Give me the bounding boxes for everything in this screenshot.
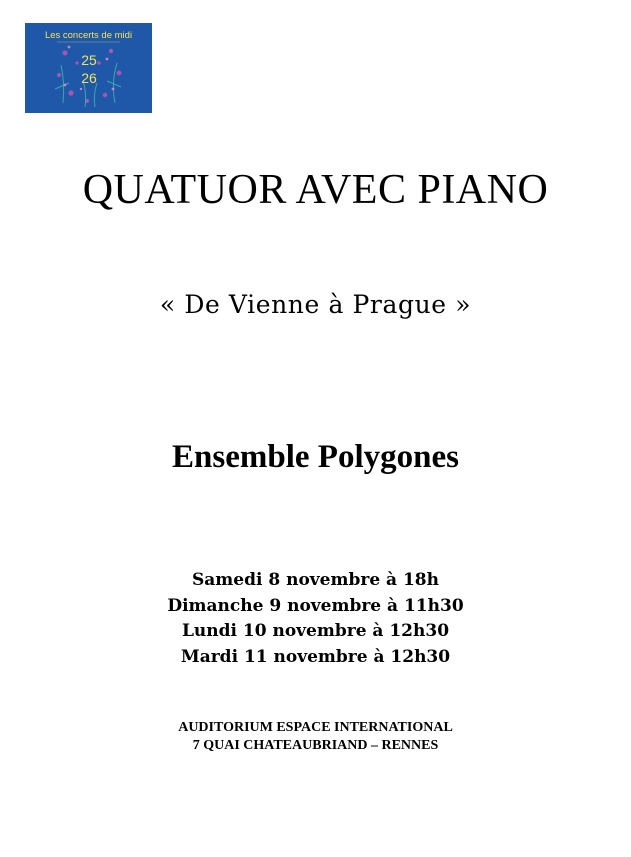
performance-dates — [0, 568, 631, 670]
date-line: Dimanche 9 novembre à 11h30 — [167, 595, 464, 616]
venue-block — [0, 719, 631, 755]
venue-name: AUDITORIUM ESPACE INTERNATIONAL — [178, 720, 453, 735]
logo-caption: Les concerts de midi — [44, 30, 133, 41]
concert-subtitle: « De Vienne à Prague » — [159, 290, 472, 319]
date-line: Lundi 10 novembre à 12h30 — [181, 621, 450, 641]
concert-title: QUATUOR AVEC PIANO — [82, 167, 549, 213]
ensemble-name: Ensemble Polygones — [172, 439, 459, 475]
logo-season-top: 25 — [81, 52, 97, 68]
date-line: Mardi 11 novembre à 12h30 — [180, 646, 451, 667]
season-logo — [25, 23, 152, 113]
logo-season-bottom: 26 — [81, 70, 97, 86]
venue-address: 7 QUAI CHATEAUBRIAND – RENNES — [192, 738, 439, 753]
date-line: Samedi 8 novembre à 18h — [191, 570, 439, 590]
